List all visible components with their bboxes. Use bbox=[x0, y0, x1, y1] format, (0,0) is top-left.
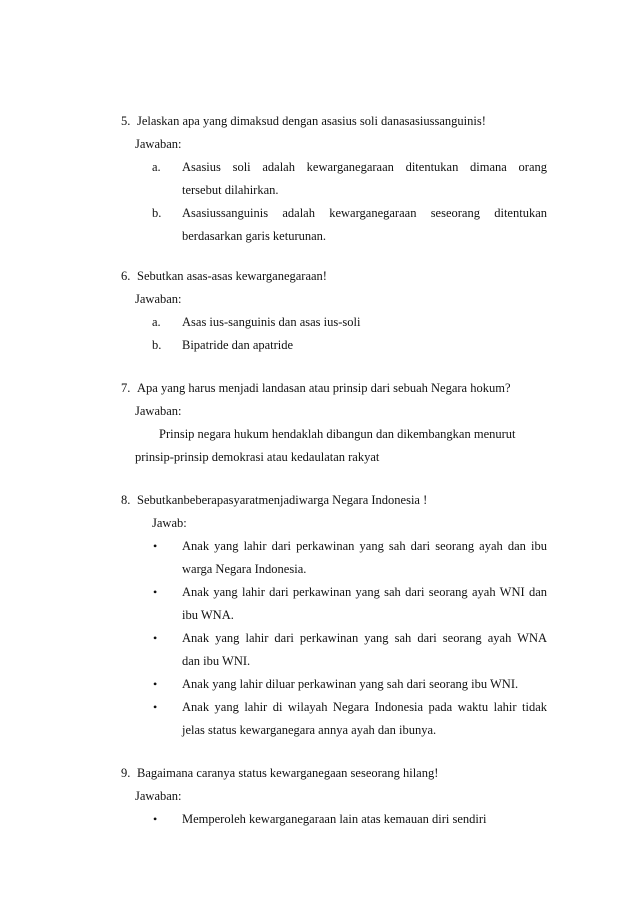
bullet-icon: • bbox=[153, 812, 158, 826]
bullet-icon: • bbox=[153, 677, 158, 691]
question-text: Apa yang harus menjadi landasan atau prinsip dari sebuah Negara hokum? bbox=[137, 381, 511, 395]
question-number: 5. bbox=[121, 114, 131, 128]
list-marker: b. bbox=[152, 206, 162, 220]
answer-label: Jawab: bbox=[152, 516, 187, 530]
bullet-icon: • bbox=[153, 539, 158, 553]
list-item-text: ibu WNA. bbox=[182, 608, 234, 622]
list-item-text: Bipatride dan apatride bbox=[182, 338, 294, 352]
question-number: 6. bbox=[121, 269, 131, 283]
list-item-text: berdasarkan garis keturunan. bbox=[182, 229, 327, 243]
question-6 bbox=[121, 265, 327, 288]
list-marker: a. bbox=[152, 315, 161, 329]
question-number: 8. bbox=[121, 493, 131, 507]
list-item-text: Memperoleh kewarganegaraan lain atas kemauan diri sendiri bbox=[182, 812, 487, 826]
answer-label: Jawaban: bbox=[135, 789, 182, 803]
list-item-text: tersebut dilahirkan. bbox=[182, 183, 279, 197]
question-7 bbox=[121, 377, 511, 400]
answer-text: prinsip-prinsip demokrasi atau kedaulatan rakyat bbox=[135, 450, 380, 464]
question-text: Sebutkanbeberapasyaratmenjadiwarga Negara Indonesia ! bbox=[137, 493, 428, 507]
question-9 bbox=[121, 762, 438, 785]
answer-label: Jawaban: bbox=[135, 292, 182, 306]
list-item-text: dan ibu WNI. bbox=[182, 654, 251, 668]
list-item-text: Anak yang lahir dari perkawinan yang sah dari seorang ayah WNA bbox=[182, 631, 547, 645]
list-item-text: Anak yang lahir diluar perkawinan yang sah dari seorang ibu WNI. bbox=[182, 677, 519, 691]
list-item-text: Asas ius-sanguinis dan asas ius-soli bbox=[182, 315, 361, 329]
question-text: Bagaimana caranya status kewarganegaan seseorang hilang! bbox=[137, 766, 439, 780]
list-item-text: Anak yang lahir di wilayah Negara Indonesia pada waktu lahir tidak bbox=[182, 700, 547, 714]
list-item-text: Asasiussanguinis adalah kewarganegaraan seseorang ditentukan bbox=[182, 206, 547, 220]
list-marker: a. bbox=[152, 160, 161, 174]
list-item-text: jelas status kewarganegara annya ayah dan ibunya. bbox=[182, 723, 437, 737]
answer-label: Jawaban: bbox=[135, 404, 182, 418]
list-item-text: warga Negara Indonesia. bbox=[182, 562, 307, 576]
answer-label: Jawaban: bbox=[135, 137, 182, 151]
question-number: 7. bbox=[121, 381, 131, 395]
bullet-icon: • bbox=[153, 700, 158, 714]
list-item-text: Anak yang lahir dari perkawinan yang sah dari seorang ayah dan ibu bbox=[182, 539, 547, 553]
bullet-icon: • bbox=[153, 585, 158, 599]
list-marker: b. bbox=[152, 338, 162, 352]
question-text: Jelaskan apa yang dimaksud dengan asasius soli danasasiussanguinis! bbox=[137, 114, 486, 128]
question-text: Sebutkan asas-asas kewarganegaraan! bbox=[137, 269, 327, 283]
answer-text: Prinsip negara hukum hendaklah dibangun dan dikembangkan menurut bbox=[159, 427, 516, 441]
question-number: 9. bbox=[121, 766, 131, 780]
question-8 bbox=[121, 489, 427, 512]
question-5 bbox=[121, 110, 486, 133]
list-item-text: Anak yang lahir dari perkawinan yang sah dari seorang ayah WNI dan bbox=[182, 585, 547, 599]
list-item-text: Asasius soli adalah kewarganegaraan ditentukan dimana orang bbox=[182, 160, 547, 174]
bullet-icon: • bbox=[153, 631, 158, 645]
